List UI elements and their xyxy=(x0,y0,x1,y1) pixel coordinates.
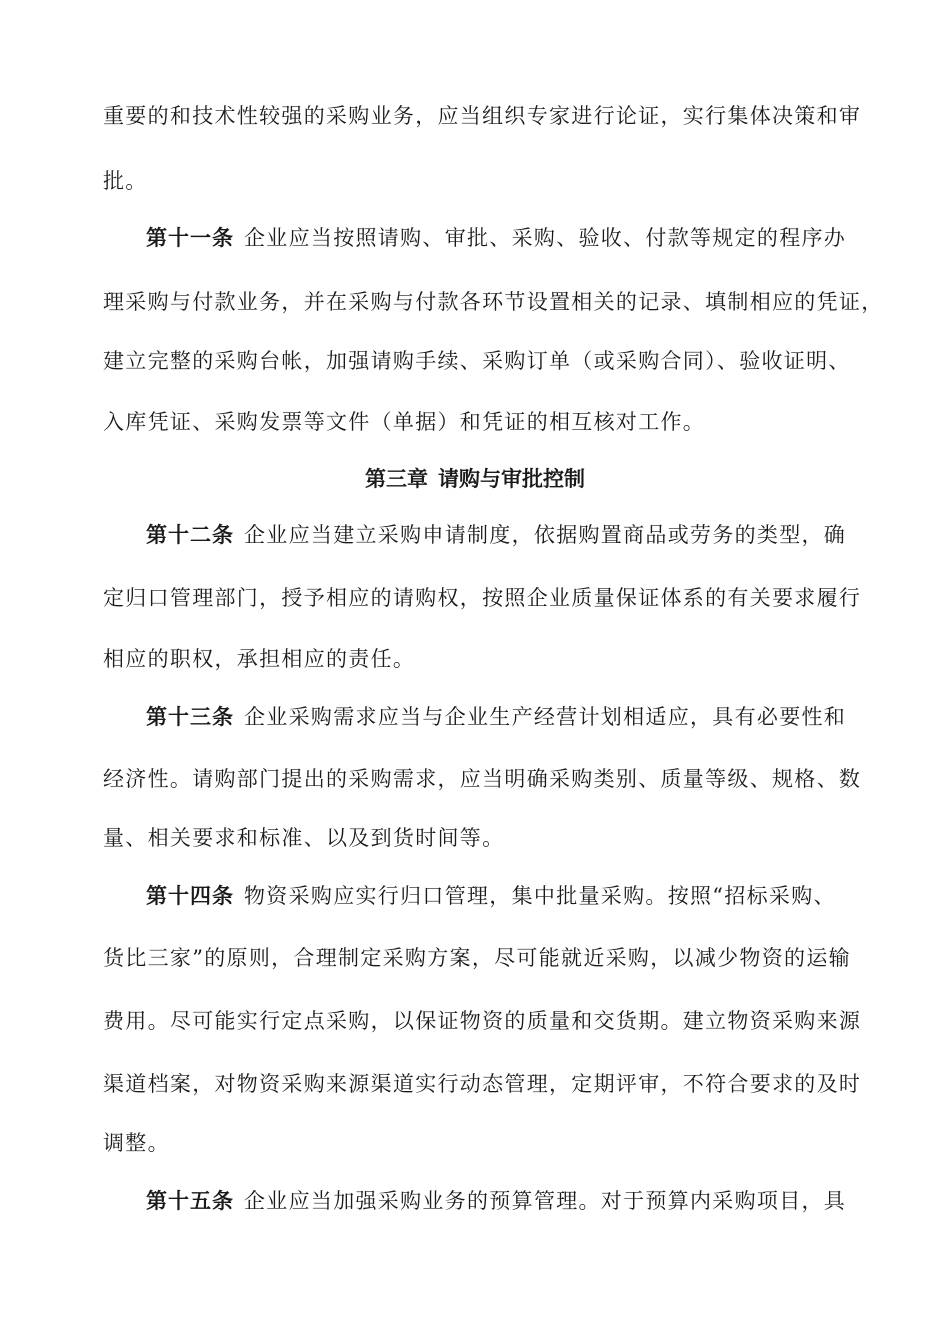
article-label: 第十五条 xyxy=(146,1189,234,1213)
paragraph-line: 入库凭证、采购发票等文件（单据）和凭证的相互核对工作。 xyxy=(103,410,706,434)
paragraph-text: 企业应当按照请购、审批、采购、验收、付款等规定的程序办 xyxy=(244,226,847,250)
paragraph-line: 量、相关要求和标准、以及到货时间等。 xyxy=(103,826,505,850)
paragraph-line: 重要的和技术性较强的采购业务，应当组织专家进行论证，实行集体决策和审 xyxy=(103,104,862,128)
paragraph-line: 渠道档案，对物资采购来源渠道实行动态管理，定期评审，不符合要求的及时 xyxy=(103,1072,862,1096)
paragraph-line: 批。 xyxy=(103,169,148,193)
article-13-first-line xyxy=(146,702,883,732)
article-label: 第十一条 xyxy=(146,226,234,250)
chapter-title: 请购与审批控制 xyxy=(438,467,585,491)
paragraph-line: 相应的职权，承担相应的责任。 xyxy=(103,647,416,671)
chapter-heading xyxy=(0,464,950,494)
paragraph-text: 企业应当建立采购申请制度，依据购置商品或劳务的类型，确 xyxy=(244,523,847,547)
article-label: 第十四条 xyxy=(146,884,234,908)
paragraph-line: 理采购与付款业务，并在采购与付款各环节设置相关的记录、填制相应的凭证， xyxy=(103,290,884,314)
paragraph-text: 企业应当加强采购业务的预算管理。对于预算内采购项目，具 xyxy=(244,1189,847,1213)
chapter-number: 第三章 xyxy=(365,467,428,491)
paragraph-text: 企业采购需求应当与企业生产经营计划相适应，具有必要性和 xyxy=(244,705,847,729)
article-12-first-line xyxy=(146,520,883,550)
article-14-first-line xyxy=(146,881,883,911)
article-11-first-line xyxy=(146,223,883,253)
paragraph-line: 定归口管理部门，授予相应的请购权，按照企业质量保证体系的有关要求履行 xyxy=(103,586,862,610)
paragraph-line: 经济性。请购部门提出的采购需求，应当明确采购类别、质量等级、规格、数 xyxy=(103,767,862,791)
paragraph-line: 建立完整的采购台帐，加强请购手续、采购订单（或采购合同）、验收证明、 xyxy=(103,349,851,373)
paragraph-line: 调整。 xyxy=(103,1131,170,1155)
paragraph-line: 费用。尽可能实行定点采购，以保证物资的质量和交货期。建立物资采购来源 xyxy=(103,1009,862,1033)
paragraph-text: 物资采购应实行归口管理，集中批量采购。按照“招标采购、 xyxy=(244,884,836,908)
article-label: 第十二条 xyxy=(146,523,234,547)
paragraph-line: 货比三家”的原则，合理制定采购方案，尽可能就近采购，以减少物资的运输 xyxy=(103,946,851,970)
article-15-first-line xyxy=(146,1186,883,1216)
article-label: 第十三条 xyxy=(146,705,234,729)
